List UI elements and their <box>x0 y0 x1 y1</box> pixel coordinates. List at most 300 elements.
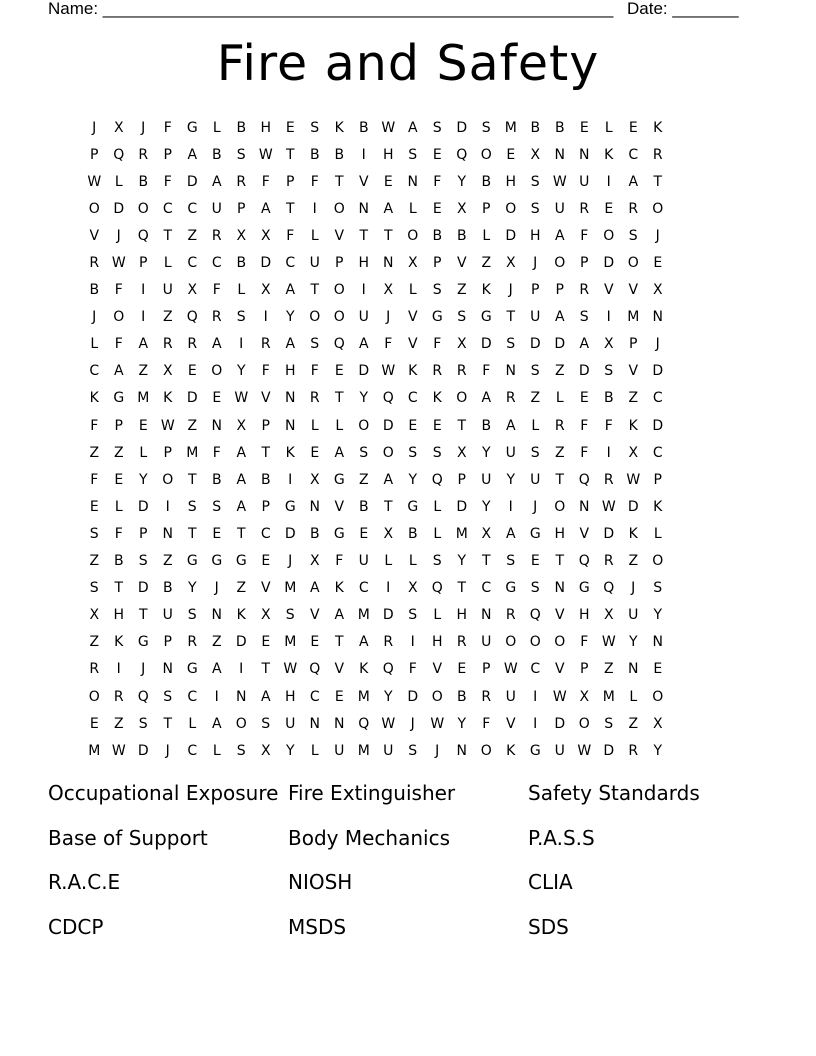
grid-letter: O <box>652 688 664 705</box>
grid-letter: D <box>603 255 615 272</box>
grid-letter: I <box>312 200 317 217</box>
grid-letter: Y <box>285 742 295 759</box>
grid-letter: H <box>505 173 517 190</box>
grid-letter: W <box>552 688 567 705</box>
grid-letter: G <box>186 119 198 136</box>
grid-letter: F <box>114 336 123 353</box>
grid-letter: D <box>137 580 149 597</box>
grid-letter: E <box>310 634 320 651</box>
grid-letter: N <box>236 688 247 705</box>
grid-letter: B <box>358 498 369 515</box>
grid-letter: A <box>236 498 247 515</box>
grid-letter: I <box>288 471 293 488</box>
grid-letter: B <box>89 282 100 299</box>
grid-letter: P <box>286 173 295 190</box>
grid-letter: F <box>114 525 123 542</box>
grid-letter: R <box>456 363 467 380</box>
grid-letter: J <box>533 255 538 272</box>
grid-letter: G <box>578 580 590 597</box>
grid-letter: Y <box>653 607 663 624</box>
grid-letter: Y <box>457 715 467 732</box>
grid-letter: B <box>432 227 443 244</box>
word-search-grid <box>82 114 744 764</box>
grid-letter: C <box>309 688 320 705</box>
grid-letter: E <box>408 417 418 434</box>
grid-letter: Y <box>236 363 246 380</box>
grid-letter: S <box>481 119 491 136</box>
grid-letter: Y <box>408 471 418 488</box>
grid-letter: T <box>359 227 369 244</box>
grid-letter: Z <box>187 417 198 434</box>
grid-letter: I <box>361 146 366 163</box>
grid-letter: Z <box>628 553 639 570</box>
grid-row <box>82 358 744 385</box>
grid-letter: B <box>334 146 345 163</box>
grid-letter: A <box>236 471 247 488</box>
grid-letter: T <box>236 525 246 542</box>
grid-letter: L <box>114 173 123 190</box>
grid-letter: W <box>552 173 567 190</box>
grid-letter: F <box>580 417 589 434</box>
grid-letter: Y <box>187 580 197 597</box>
grid-letter: N <box>554 580 565 597</box>
grid-letter: Z <box>113 715 124 732</box>
grid-letter: S <box>408 444 418 461</box>
grid-letter: S <box>89 525 99 542</box>
grid-letter: M <box>357 688 370 705</box>
grid-letter: D <box>456 119 468 136</box>
grid-letter: F <box>163 173 172 190</box>
grid-row <box>82 683 744 710</box>
grid-letter: E <box>212 390 222 407</box>
grid-letter: L <box>433 525 442 542</box>
grid-letter: W <box>111 255 126 272</box>
grid-letter: R <box>211 309 222 326</box>
grid-letter: X <box>579 688 590 705</box>
grid-letter: Y <box>457 173 467 190</box>
grid-letter: Q <box>113 146 125 163</box>
grid-letter: D <box>284 525 296 542</box>
grid-letter: G <box>284 498 296 515</box>
grid-row <box>82 737 744 764</box>
grid-letter: H <box>284 363 296 380</box>
grid-letter: J <box>141 119 146 136</box>
grid-letter: S <box>310 119 320 136</box>
grid-letter: F <box>90 417 99 434</box>
grid-letter: R <box>309 390 320 407</box>
grid-letter: O <box>529 634 541 651</box>
grid-row <box>82 168 744 195</box>
grid-row <box>82 520 744 547</box>
grid-letter: O <box>554 255 566 272</box>
grid-letter: D <box>480 336 492 353</box>
grid-letter: X <box>260 742 271 759</box>
grid-letter: K <box>408 363 418 380</box>
grid-letter: G <box>235 553 247 570</box>
grid-letter: R <box>505 607 516 624</box>
grid-letter: A <box>579 336 590 353</box>
grid-letter: O <box>358 417 370 434</box>
grid-letter: B <box>481 417 492 434</box>
grid-letter: O <box>652 200 664 217</box>
grid-letter: L <box>384 553 393 570</box>
grid-letter: X <box>236 417 247 434</box>
grid-letter: E <box>653 661 663 678</box>
grid-letter: R <box>628 200 639 217</box>
grid-letter: T <box>310 282 320 299</box>
grid-letter: A <box>138 336 149 353</box>
grid-letter: W <box>87 173 102 190</box>
grid-letter: I <box>606 444 611 461</box>
grid-letter: M <box>357 742 370 759</box>
grid-letter: H <box>529 227 541 244</box>
grid-letter: S <box>187 498 197 515</box>
grid-letter: G <box>505 580 517 597</box>
grid-letter: P <box>531 282 540 299</box>
grid-letter: J <box>92 119 97 136</box>
grid-letter: Q <box>529 607 541 624</box>
grid-letter: F <box>163 119 172 136</box>
grid-letter: X <box>236 227 247 244</box>
grid-letter: U <box>334 742 345 759</box>
grid-letter: A <box>260 688 271 705</box>
grid-letter: W <box>234 390 249 407</box>
grid-letter: N <box>383 255 394 272</box>
grid-letter: V <box>260 390 271 407</box>
grid-letter: A <box>236 444 247 461</box>
grid-letter: M <box>602 688 615 705</box>
grid-letter: D <box>260 255 272 272</box>
grid-letter: R <box>236 173 247 190</box>
grid-letter: Q <box>578 471 590 488</box>
grid-letter: T <box>653 173 663 190</box>
grid-letter: P <box>482 200 491 217</box>
grid-letter: D <box>235 634 247 651</box>
grid-letter: W <box>381 715 396 732</box>
grid-letter: E <box>285 119 295 136</box>
grid-letter: T <box>285 200 295 217</box>
grid-letter: H <box>578 607 590 624</box>
grid-letter: D <box>407 688 419 705</box>
grid-letter: D <box>358 363 370 380</box>
grid-letter: X <box>407 255 418 272</box>
grid-letter: L <box>408 200 417 217</box>
grid-letter: C <box>187 255 198 272</box>
grid-letter: L <box>335 417 344 434</box>
grid-letter: G <box>113 390 125 407</box>
grid-letter: X <box>162 363 173 380</box>
grid-letter: D <box>627 498 639 515</box>
grid-letter: O <box>211 363 223 380</box>
grid-letter: F <box>433 336 442 353</box>
grid-letter: F <box>482 715 491 732</box>
grid-letter: R <box>554 417 565 434</box>
grid-letter: Y <box>138 471 148 488</box>
grid-letter: H <box>284 688 296 705</box>
grid-letter: M <box>284 634 297 651</box>
grid-letter: E <box>432 200 442 217</box>
grid-letter: A <box>383 471 394 488</box>
grid-letter: K <box>89 390 99 407</box>
grid-letter: C <box>187 688 198 705</box>
grid-letter: S <box>506 336 516 353</box>
word-bank-item: CDCP <box>48 914 104 939</box>
grid-letter: G <box>186 553 198 570</box>
grid-letter: D <box>603 525 615 542</box>
grid-letter: N <box>358 200 369 217</box>
grid-row <box>82 710 744 737</box>
grid-letter: R <box>481 688 492 705</box>
grid-letter: X <box>530 146 541 163</box>
grid-letter: P <box>433 255 442 272</box>
grid-letter: R <box>383 634 394 651</box>
grid-row <box>82 602 744 629</box>
grid-letter: E <box>457 661 467 678</box>
grid-letter: T <box>285 146 295 163</box>
grid-letter: R <box>113 688 124 705</box>
grid-letter: D <box>186 390 198 407</box>
grid-letter: C <box>211 255 222 272</box>
grid-letter: B <box>309 525 320 542</box>
grid-letter: J <box>141 661 146 678</box>
grid-letter: F <box>580 227 589 244</box>
grid-letter: H <box>431 634 443 651</box>
grid-letter: G <box>431 309 443 326</box>
grid-letter: D <box>382 417 394 434</box>
grid-letter: Q <box>431 471 443 488</box>
grid-letter: K <box>506 742 516 759</box>
grid-letter: D <box>382 607 394 624</box>
grid-letter: J <box>410 715 415 732</box>
grid-letter: U <box>554 742 565 759</box>
grid-letter: S <box>187 607 197 624</box>
grid-letter: L <box>188 715 197 732</box>
grid-letter: P <box>163 146 172 163</box>
grid-letter: C <box>187 742 198 759</box>
grid-letter: B <box>260 471 271 488</box>
grid-letter: U <box>383 742 394 759</box>
grid-letter: W <box>626 471 641 488</box>
grid-letter: O <box>113 309 125 326</box>
grid-letter: C <box>89 363 100 380</box>
grid-letter: Z <box>187 227 198 244</box>
grid-letter: S <box>530 580 540 597</box>
grid-letter: L <box>629 688 638 705</box>
grid-letter: S <box>530 444 540 461</box>
grid-letter: Q <box>382 661 394 678</box>
grid-letter: L <box>482 227 491 244</box>
grid-letter: L <box>531 417 540 434</box>
grid-letter: O <box>652 553 664 570</box>
grid-letter: J <box>508 282 513 299</box>
grid-letter: A <box>358 634 369 651</box>
grid-letter: E <box>114 471 124 488</box>
grid-letter: J <box>631 580 636 597</box>
grid-letter: Z <box>481 255 492 272</box>
grid-letter: T <box>114 580 124 597</box>
grid-letter: B <box>162 580 173 597</box>
grid-letter: P <box>261 498 270 515</box>
grid-letter: Z <box>554 363 565 380</box>
grid-letter: U <box>530 471 541 488</box>
grid-letter: G <box>407 498 419 515</box>
grid-letter: Z <box>628 715 639 732</box>
grid-letter: A <box>211 661 222 678</box>
grid-letter: N <box>407 173 418 190</box>
grid-letter: E <box>138 417 148 434</box>
grid-letter: V <box>260 580 271 597</box>
grid-letter: X <box>456 200 467 217</box>
grid-letter: C <box>260 525 271 542</box>
grid-letter: Q <box>137 227 149 244</box>
grid-letter: L <box>237 282 246 299</box>
grid-letter: Z <box>138 363 149 380</box>
grid-letter: P <box>580 255 589 272</box>
grid-letter: S <box>432 444 442 461</box>
word-bank-item: SDS <box>528 914 569 939</box>
grid-letter: Q <box>309 661 321 678</box>
grid-letter: O <box>333 309 345 326</box>
grid-letter: Z <box>89 634 100 651</box>
grid-letter: N <box>554 146 565 163</box>
grid-letter: P <box>482 661 491 678</box>
grid-letter: N <box>652 634 663 651</box>
grid-letter: Y <box>628 634 638 651</box>
grid-letter: R <box>187 336 198 353</box>
grid-letter: H <box>358 255 370 272</box>
grid-letter: A <box>334 444 345 461</box>
grid-letter: F <box>261 173 270 190</box>
grid-letter: G <box>529 742 541 759</box>
grid-letter: S <box>530 363 540 380</box>
grid-letter: C <box>652 444 663 461</box>
grid-letter: N <box>211 417 222 434</box>
grid-letter: M <box>284 580 297 597</box>
grid-letter: F <box>212 282 221 299</box>
grid-letter: Q <box>137 688 149 705</box>
grid-letter: N <box>652 309 663 326</box>
word-bank-item: P.A.S.S <box>528 825 595 850</box>
grid-letter: V <box>579 525 590 542</box>
grid-letter: V <box>554 661 565 678</box>
grid-letter: Z <box>628 390 639 407</box>
grid-letter: A <box>285 336 296 353</box>
grid-letter: O <box>333 282 345 299</box>
grid-letter: R <box>89 255 100 272</box>
grid-letter: D <box>554 336 566 353</box>
grid-letter: K <box>432 390 442 407</box>
grid-row <box>82 331 744 358</box>
grid-row <box>82 222 744 249</box>
grid-letter: U <box>530 309 541 326</box>
grid-letter: L <box>114 498 123 515</box>
grid-letter: C <box>652 390 663 407</box>
grid-letter: M <box>627 309 640 326</box>
grid-letter: X <box>260 607 271 624</box>
grid-letter: K <box>236 607 246 624</box>
grid-letter: E <box>187 363 197 380</box>
grid-letter: F <box>310 173 319 190</box>
grid-letter: D <box>186 173 198 190</box>
grid-letter: K <box>163 390 173 407</box>
grid-letter: C <box>285 255 296 272</box>
grid-letter: W <box>283 661 298 678</box>
grid-letter: Z <box>236 580 247 597</box>
grid-letter: R <box>260 336 271 353</box>
grid-row <box>82 439 744 466</box>
grid-letter: D <box>505 227 517 244</box>
grid-letter: K <box>628 417 638 434</box>
grid-letter: W <box>160 417 175 434</box>
grid-letter: T <box>457 580 467 597</box>
grid-letter: S <box>89 580 99 597</box>
grid-letter: C <box>358 580 369 597</box>
grid-letter: J <box>288 553 293 570</box>
grid-letter: D <box>652 363 664 380</box>
grid-letter: X <box>456 444 467 461</box>
grid-letter: T <box>334 634 344 651</box>
grid-letter: Z <box>89 553 100 570</box>
grid-letter: W <box>577 742 592 759</box>
grid-letter: M <box>186 444 199 461</box>
grid-letter: Y <box>457 553 467 570</box>
word-bank-item: MSDS <box>288 914 347 939</box>
grid-letter: X <box>383 282 394 299</box>
grid-letter: B <box>456 227 467 244</box>
grid-letter: I <box>263 309 268 326</box>
grid-letter: O <box>480 742 492 759</box>
grid-row <box>82 114 744 141</box>
grid-letter: S <box>408 146 418 163</box>
grid-letter: Y <box>481 498 491 515</box>
grid-letter: K <box>285 444 295 461</box>
grid-letter: U <box>162 607 173 624</box>
grid-letter: P <box>261 417 270 434</box>
grid-letter: U <box>358 309 369 326</box>
grid-letter: S <box>653 580 663 597</box>
grid-letter: K <box>653 119 663 136</box>
grid-letter: G <box>480 309 492 326</box>
grid-letter: V <box>407 309 418 326</box>
grid-letter: F <box>384 336 393 353</box>
grid-letter: P <box>457 471 466 488</box>
grid-letter: J <box>214 580 219 597</box>
grid-letter: J <box>655 227 660 244</box>
grid-letter: P <box>237 200 246 217</box>
grid-letter: Z <box>456 282 467 299</box>
grid-letter: V <box>603 282 614 299</box>
grid-letter: S <box>604 363 614 380</box>
grid-letter: X <box>89 607 100 624</box>
grid-letter: E <box>261 553 271 570</box>
grid-letter: U <box>505 688 516 705</box>
grid-letter: P <box>653 471 662 488</box>
grid-letter: Y <box>481 444 491 461</box>
grid-letter: C <box>187 200 198 217</box>
grid-letter: O <box>505 200 517 217</box>
grid-letter: L <box>408 553 417 570</box>
grid-row <box>82 141 744 168</box>
grid-letter: R <box>603 471 614 488</box>
grid-letter: F <box>408 661 417 678</box>
grid-letter: H <box>113 607 125 624</box>
grid-letter: X <box>260 282 271 299</box>
grid-letter: A <box>628 173 639 190</box>
grid-letter: L <box>433 498 442 515</box>
grid-letter: J <box>435 742 440 759</box>
grid-letter: X <box>383 525 394 542</box>
grid-letter: S <box>408 607 418 624</box>
